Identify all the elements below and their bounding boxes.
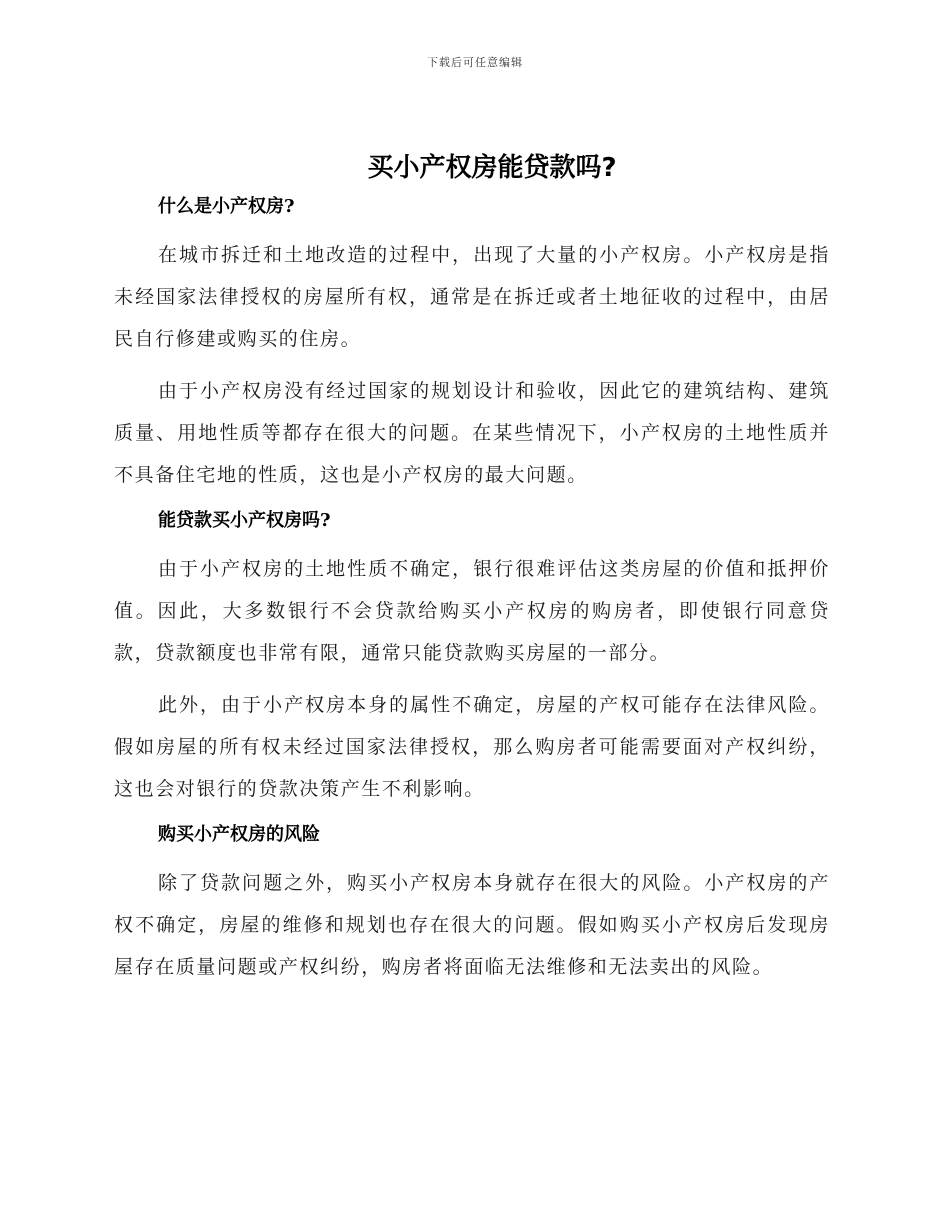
section-heading: 什么是小产权房? [158,196,295,217]
section-heading: 能贷款买小产权房吗? [158,510,331,531]
paragraph: 此外，由于小产权房本身的属性不确定，房屋的产权可能存在法律风险。假如房屋的所有权未经过国家法律授权，那么购房者可能需要面对产权纠纷，这也会对银行的贷款决策产生不利影响。 [114,694,830,800]
paragraph: 在城市拆迁和土地改造的过程中，出现了大量的小产权房。小产权房是指未经国家法律授权的房屋所有权，通常是在拆迁或者土地征收的过程中，由居民自行修建或购买的住房。 [114,244,830,350]
document-title: 买小产权房能贷款吗? [367,153,617,183]
section-can-loan [114,506,830,810]
section-what-is [114,192,830,496]
paragraph: 由于小产权房没有经过国家的规划设计和验收，因此它的建筑结构、建筑质量、用地性质等都存在很大的问题。在某些情况下，小产权房的土地性质并不具备住宅地的性质，这也是小产权房的最大问题。 [114,380,830,486]
paragraph: 除了贷款问题之外，购买小产权房本身就存在很大的风险。小产权房的产权不确定，房屋的维修和规划也存在很大的问题。假如购买小产权房后发现房屋存在质量问题或产权纠纷，购房者将面临无法维修和无法卖出的风险。 [114,872,830,978]
document-body [114,148,830,998]
section-heading: 购买小产权房的风险 [158,824,320,845]
page-header-note: 下载后可任意编辑 [427,56,523,69]
paragraph: 由于小产权房的土地性质不确定，银行很难评估这类房屋的价值和抵押价值。因此，大多数银行不会贷款给购买小产权房的购房者，即使银行同意贷款，贷款额度也非常有限，通常只能贷款购买房屋的一部分。 [114,558,830,664]
section-risks [114,820,830,988]
